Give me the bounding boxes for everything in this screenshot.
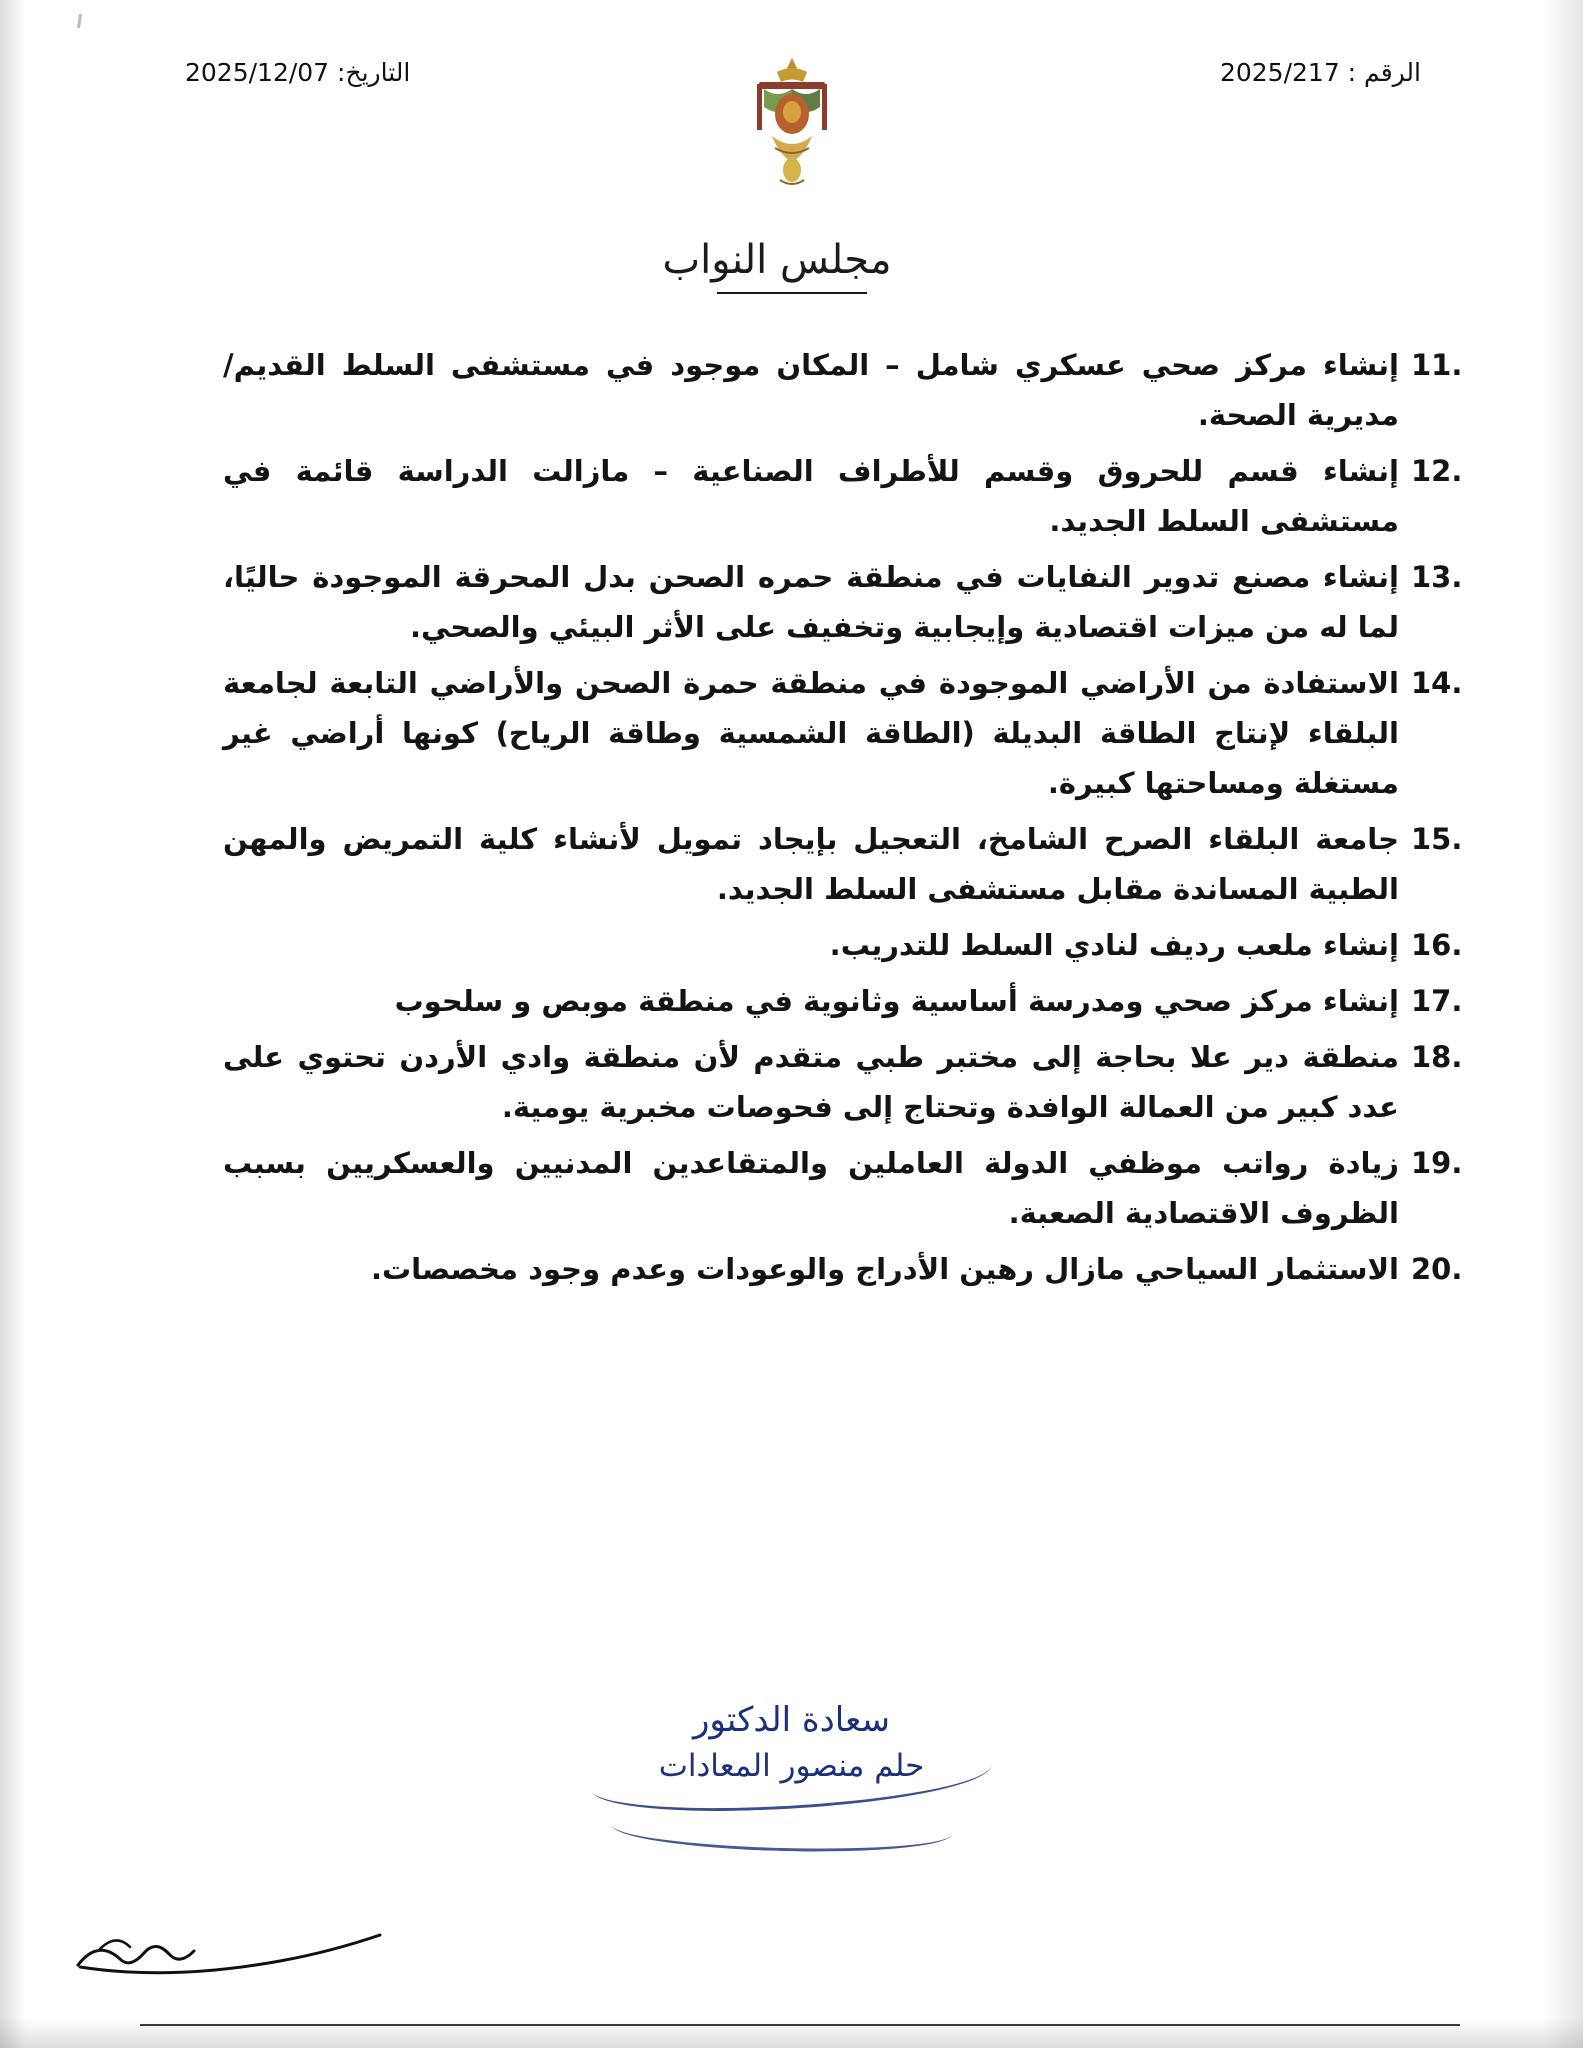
list-item-number: .16: [1411, 928, 1463, 962]
list-item-number: .18: [1411, 1040, 1463, 1074]
list-item: [223, 446, 1473, 546]
list-item-text: إنشاء ملعب رديف لنادي السلط للتدريب.: [829, 928, 1399, 962]
parliament-logo-text: مجلس النواب: [662, 237, 892, 283]
list-item-text: الاستفادة من الأراضي الموجودة في منطقة حمرة الصحن والأراضي التابعة لجامعة البلقاء لإنتاج الطاقة البديلة (الطاقة الشمسية وطاقة الرياح) كونها أراضي غير مستغلة ومساحتها كبيرة.: [223, 666, 1399, 800]
list-item-number: .15: [1411, 822, 1463, 856]
list-item-number: .17: [1411, 984, 1463, 1018]
document-body: [223, 340, 1473, 1300]
list-item-text: زيادة رواتب موظفي الدولة العاملين والمتقاعدين المدنيين والعسكريين بسبب الظروف الاقتصادية الصعبة.: [223, 1146, 1399, 1230]
signature-stroke-lower: [611, 1804, 952, 1856]
list-item-text: إنشاء مركز صحي عسكري شامل – المكان موجود في مستشفى السلط القديم/مديرية الصحة.: [223, 348, 1399, 432]
handwritten-signature-icon: [70, 1905, 390, 1985]
numbered-demands-list: [223, 340, 1473, 1294]
scan-edge-shadow-left: [0, 0, 26, 2048]
list-item-number: .13: [1411, 560, 1463, 594]
list-item-number: .12: [1411, 454, 1463, 488]
list-item: [223, 1138, 1473, 1238]
document-number: الرقم : 2025/217: [1219, 58, 1421, 87]
list-item-number: .20: [1411, 1252, 1463, 1286]
list-item-text: إنشاء مركز صحي ومدرسة أساسية وثانوية في منطقة موبص و سلحوب: [394, 984, 1399, 1018]
scan-edge-shadow-bottom: [0, 2018, 1583, 2048]
list-item-text: جامعة البلقاء الصرح الشامخ، التعجيل بإيجاد تمويل لأنشاء كلية التمريض والمهن الطبية المساندة مقابل مستشفى السلط الجديد.: [223, 822, 1399, 906]
signature-block: [582, 1700, 1002, 1880]
parliament-logo: [662, 232, 892, 292]
list-item-text: إنشاء قسم للحروق وقسم للأطراف الصناعية – مازالت الدراسة قائمة في مستشفى السلط الجديد.: [223, 454, 1399, 538]
list-item: [223, 340, 1473, 440]
list-item-text: الاستثمار السياحي مازال رهين الأدراج والوعودات وعدم وجود مخصصات.: [370, 1252, 1399, 1286]
list-item: [223, 814, 1473, 914]
footer-divider: [140, 2024, 1460, 2026]
scan-artifact-speck: [77, 14, 82, 28]
list-item: [223, 1244, 1473, 1294]
list-item: [223, 658, 1473, 808]
list-item-number: .11: [1411, 348, 1463, 382]
list-item-number: .19: [1411, 1146, 1463, 1180]
list-item: [223, 976, 1473, 1026]
list-item: [223, 1032, 1473, 1132]
scan-edge-shadow-right: [1543, 0, 1583, 2048]
document-date: التاريخ: 2025/12/07: [185, 58, 411, 87]
hashemite-crown-emblem-icon: [727, 52, 857, 192]
list-item: [223, 552, 1473, 652]
list-item: [223, 920, 1473, 970]
list-item-text: منطقة دير علا بحاجة إلى مختبر طبي متقدم لأن منطقة وادي الأردن تحتوي على عدد كبير من العمالة الوافدة وتحتاج إلى فحوصات مخبرية يومية.: [223, 1040, 1399, 1124]
list-item-number: .14: [1411, 666, 1463, 700]
list-item-text: إنشاء مصنع تدوير النفايات في منطقة حمره الصحن بدل المحرقة الموجودة حاليًا، لما له من ميزات اقتصادية وإيجابية وتخفيف على الأثر البيئي والصحي.: [223, 560, 1399, 644]
parliament-logo-underline: [717, 292, 867, 294]
signature-title: سعادة الدكتور: [692, 1700, 891, 1740]
signature-name: حلم منصور المعادات: [658, 1748, 925, 1784]
